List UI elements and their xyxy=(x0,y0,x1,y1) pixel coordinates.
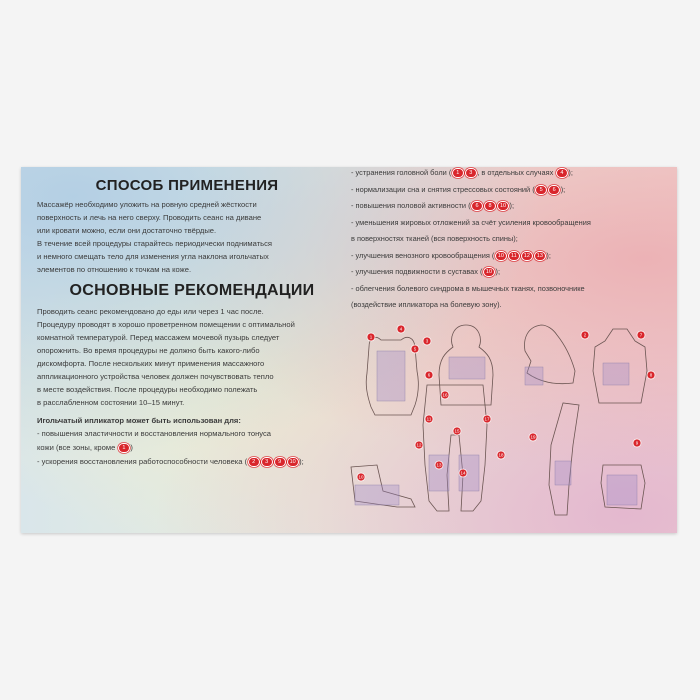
recommendations-paragraph xyxy=(37,305,357,409)
text-fragment: - повышения эластичности и восстановления нормального тонуса xyxy=(37,429,272,438)
zone-marker-15 xyxy=(453,427,461,435)
left-column xyxy=(37,177,357,469)
zone-marker-19 xyxy=(529,433,537,441)
text-fragment: - нормализации сна и снятия стрессовых состояний ( xyxy=(351,184,535,194)
benefit-item xyxy=(351,283,671,295)
zone-marker-3 xyxy=(423,337,431,345)
text-fragment: в поверхностях тканей (вся поверхность спины); xyxy=(351,234,518,243)
zone-marker-label: 9 xyxy=(635,440,639,446)
text-line: Массажёр необходимо уложить на ровную средней жёсткости xyxy=(37,200,257,209)
zone-number-badge: 10 xyxy=(287,457,299,467)
zone-marker-label: 13 xyxy=(436,462,442,468)
use-item xyxy=(37,427,357,441)
zone-marker-8 xyxy=(647,371,655,379)
zone-marker-7 xyxy=(637,331,645,339)
text-line: комнатной температурой. Перед массажем мочевой пузырь следует xyxy=(37,333,280,342)
text-fragment: ); xyxy=(299,457,304,466)
benefit-item xyxy=(351,217,671,229)
zone-marker-2 xyxy=(581,331,589,339)
zone-marker-11 xyxy=(425,415,433,423)
zone-marker-14 xyxy=(459,469,467,477)
zone-foot xyxy=(355,485,399,505)
zone-marker-label: 19 xyxy=(530,434,536,440)
benefit-item xyxy=(351,167,671,179)
text-fragment: - повышения половой активности ( xyxy=(351,201,471,210)
zone-number-badge: 1 xyxy=(118,443,130,453)
zone-marker-label: 6 xyxy=(427,372,431,378)
benefit-item xyxy=(351,266,671,278)
text-fragment: - улучшения подвижности в суставах ( xyxy=(351,267,483,276)
zone-marker-label: 2 xyxy=(583,332,587,338)
zone-number-badge: 13 xyxy=(534,251,546,261)
zone-marker-6 xyxy=(425,371,433,379)
zone-marker-4 xyxy=(397,325,405,333)
text-fragment: - улучшения венозного кровообращения ( xyxy=(351,250,495,260)
zone-arm xyxy=(555,461,571,485)
zone-shin xyxy=(429,455,449,491)
text-fragment: ) xyxy=(130,443,133,452)
zone-number-badge: 8 xyxy=(484,201,496,211)
zone-marker-10 xyxy=(357,473,365,481)
zone-marker-label: 8 xyxy=(649,372,653,378)
text-line: поверхность и лечь на него сверху. Проводить сеанс на диване xyxy=(37,213,262,222)
text-line: или кровати можно, если они достаточно твёрдые. xyxy=(37,226,217,235)
zone-marker-label: 3 xyxy=(425,338,429,344)
zone-number-badge: 1 xyxy=(452,168,464,178)
text-fragment: ); xyxy=(495,267,500,276)
zone-number-badge: 9 xyxy=(274,457,286,467)
text-line: Процедуру проводят в хорошо проветренном помещении с оптимальной xyxy=(37,320,295,329)
zone-marker-12 xyxy=(415,441,423,449)
zone-number-badge: 5 xyxy=(535,185,547,195)
zone-marker-label: 4 xyxy=(399,326,403,332)
zone-marker-label: 17 xyxy=(484,416,490,422)
zone-marker-13 xyxy=(435,461,443,469)
zone-number-badge: 3 xyxy=(465,168,477,178)
text-fragment: - устранения головной боли ( xyxy=(351,168,452,177)
text-line: в расслабленном состоянии 10–15 минут. xyxy=(37,398,185,407)
zone-neck xyxy=(525,367,543,385)
zone-marker-label: 12 xyxy=(416,442,422,448)
zone-number-badge: 6 xyxy=(548,185,560,195)
zone-marker-label: 18 xyxy=(498,452,504,458)
instruction-card xyxy=(21,167,677,533)
benefit-item xyxy=(351,200,671,212)
text-line: элементов по отношению к точкам на коже. xyxy=(37,265,192,274)
section-title-recommendations: ОСНОВНЫЕ РЕКОМЕНДАЦИИ xyxy=(69,282,315,299)
figure-arm-outline xyxy=(549,403,579,515)
figure-legs-outline xyxy=(423,385,487,511)
zone-marker-label: 10 xyxy=(358,474,364,480)
text-fragment: ); xyxy=(509,201,515,210)
uses-subheading: Игольчатый ипликатор может быть использован для: xyxy=(37,416,241,425)
zone-hand xyxy=(607,475,637,505)
benefit-item xyxy=(351,233,671,245)
text-fragment: кожи (все зоны, кроме xyxy=(37,443,118,452)
text-line: в месте воздействия. После процедуры необходимо полежать xyxy=(37,385,258,394)
zone-marker-label: 5 xyxy=(413,346,417,352)
text-fragment: - уменьшения жировых отложений за счёт усиления кровообращения xyxy=(351,217,591,227)
benefit-item xyxy=(351,250,671,262)
zone-number-badge: 3 xyxy=(261,457,273,467)
right-column xyxy=(351,167,671,316)
use-item xyxy=(37,441,357,455)
text-fragment: , в отдельных случаях xyxy=(477,168,556,177)
zone-marker-17 xyxy=(483,415,491,423)
zone-marker-16 xyxy=(441,391,449,399)
zone-marker-label: 1 xyxy=(369,334,373,340)
text-line: В течение всей процедуры старайтесь периодически подниматься xyxy=(37,239,273,248)
zone-back xyxy=(377,351,405,401)
zone-marker-9 xyxy=(633,439,641,447)
section-title-application: СПОСОБ ПРИМЕНЕНИЯ xyxy=(95,177,279,194)
text-fragment: - облегчения болевого синдрома в мышечных тканях, позвоночнике xyxy=(351,283,585,293)
zone-number-badge: 12 xyxy=(521,251,533,261)
benefit-item xyxy=(351,299,671,311)
benefit-item xyxy=(351,184,671,196)
text-line: дискомфорта. После нескольких минут применения массажного xyxy=(37,359,265,368)
text-fragment: ); xyxy=(560,184,566,194)
zone-marker-label: 7 xyxy=(639,332,643,338)
text-line: аппликационного устройства человек должен почувствовать тепло xyxy=(37,372,274,381)
zone-marker-1 xyxy=(367,333,375,341)
text-fragment: (воздействие ипликатора на болевую зону). xyxy=(351,300,502,309)
text-fragment: ); xyxy=(568,168,573,177)
text-line: Проводить сеанс рекомендовано до еды или через 1 час после. xyxy=(37,307,264,316)
application-paragraph xyxy=(37,198,357,276)
zone-number-badge: 10 xyxy=(497,201,509,211)
zone-number-badge: 10 xyxy=(483,267,495,277)
zone-marker-18 xyxy=(497,451,505,459)
text-fragment: ); xyxy=(546,250,551,260)
zone-marker-5 xyxy=(411,345,419,353)
uses-list xyxy=(37,427,357,469)
zone-number-badge: 10 xyxy=(495,251,507,261)
zone-marker-label: 11 xyxy=(426,416,432,422)
zone-chest xyxy=(603,363,629,385)
text-fragment: - ускорения восстановления работоспособности человека ( xyxy=(37,457,248,466)
zone-marker-label: 16 xyxy=(442,392,448,398)
zone-number-badge: 6 xyxy=(471,201,483,211)
benefits-list xyxy=(351,167,671,311)
use-item xyxy=(37,455,357,469)
zone-number-badge: 4 xyxy=(556,168,568,178)
applicator-zones xyxy=(355,351,637,505)
zone-number-badge: 2 xyxy=(248,457,260,467)
zone-number-badge: 11 xyxy=(508,251,520,261)
text-line: и немного смещать тело для изменения угла наклона игольчатых xyxy=(37,252,269,261)
zone-marker-label: 14 xyxy=(460,470,466,476)
text-line: опорожнить. Во время процедуры не должно быть какого-либо xyxy=(37,346,260,355)
body-zones-illustration xyxy=(341,315,677,533)
zone-marker-label: 15 xyxy=(454,428,460,434)
zone-upper-back xyxy=(449,357,485,379)
